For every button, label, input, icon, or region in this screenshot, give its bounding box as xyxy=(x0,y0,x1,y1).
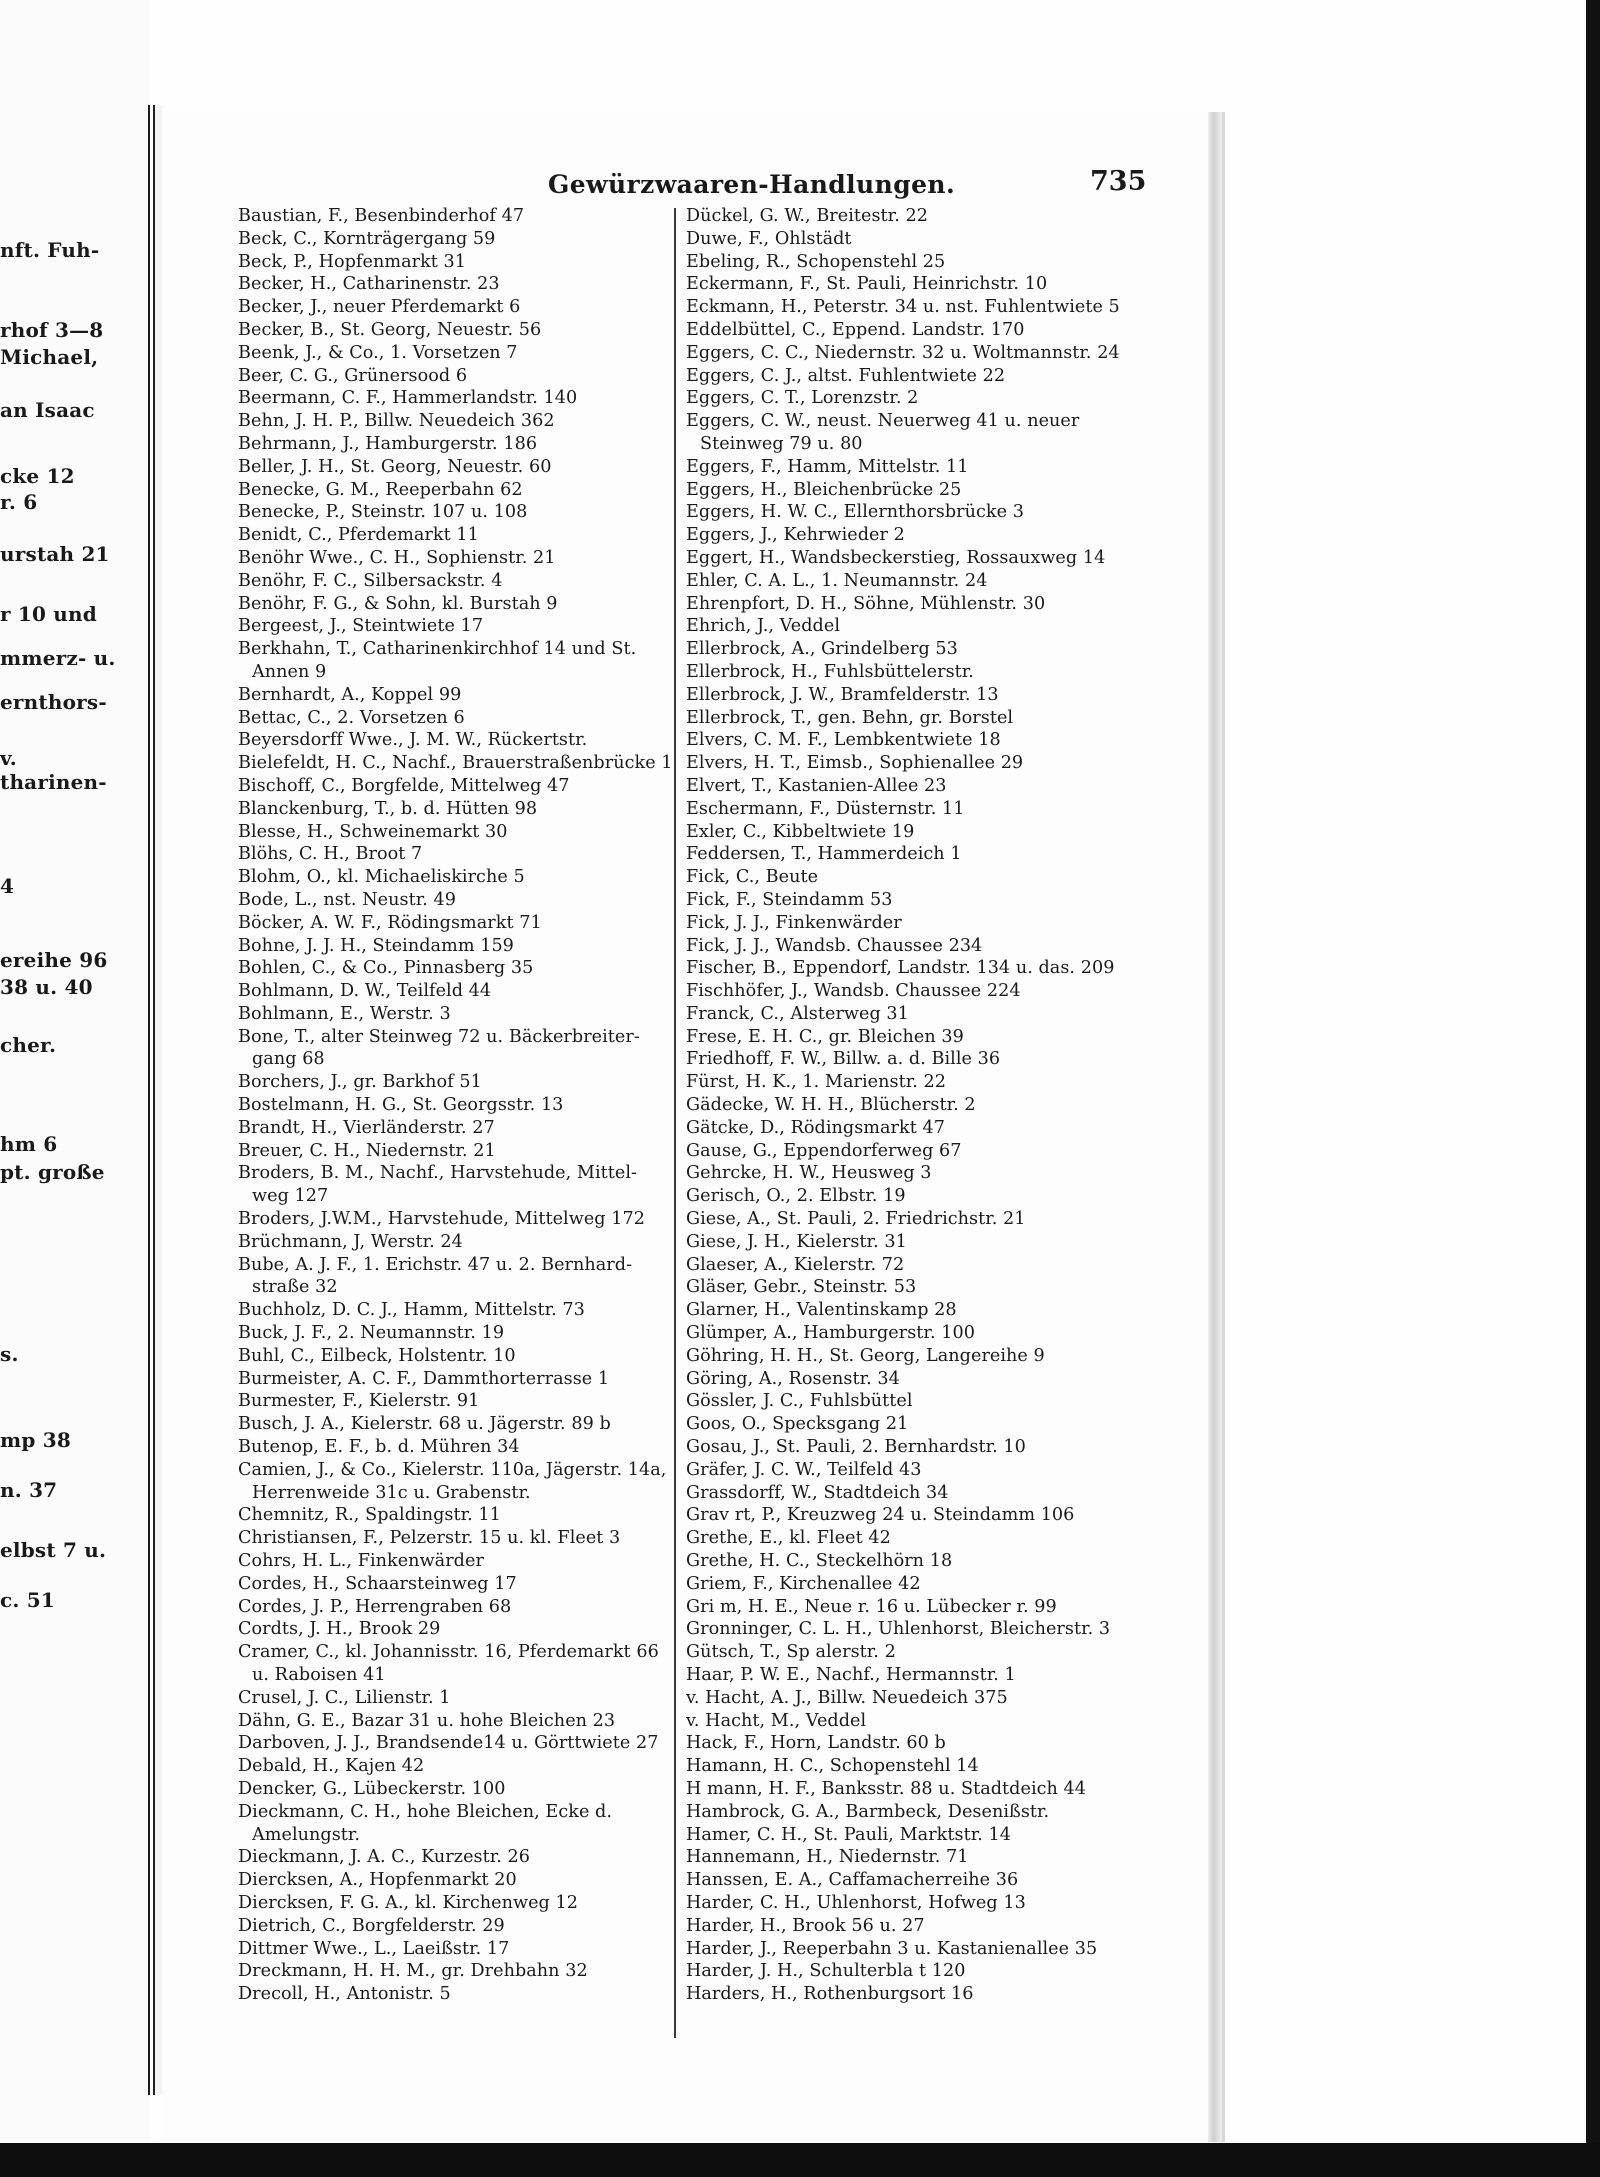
directory-entry: Göhring, H. H., St. Georg, Langereihe 9 xyxy=(686,1345,1045,1366)
directory-entry: Feddersen, T., Hammerdeich 1 xyxy=(686,844,962,865)
directory-entry: Benecke, G. M., Reeperbahn 62 xyxy=(238,479,523,500)
fragment-line: hm 6 xyxy=(0,1132,58,1156)
fragment-line: v. xyxy=(0,746,17,770)
page-edge xyxy=(1208,112,1222,2142)
directory-entry: Ellerbrock, A., Grindelberg 53 xyxy=(686,639,958,660)
directory-entry: Böcker, A. W. F., Rödingsmarkt 71 xyxy=(238,912,542,933)
directory-entry: Bettac, C., 2. Vorsetzen 6 xyxy=(238,707,465,728)
directory-entry: Hannemann, H., Niedernstr. 71 xyxy=(686,1847,969,1868)
directory-entry: Dreckmann, H. H. M., gr. Drehbahn 32 xyxy=(238,1961,588,1982)
directory-entry: Busch, J. A., Kielerstr. 68 u. Jägerstr. 89 b xyxy=(238,1414,611,1435)
directory-entry: Gerisch, O., 2. Elbstr. 19 xyxy=(686,1186,906,1207)
directory-entry: Gütsch, T., Sp alerstr. 2 xyxy=(686,1642,896,1663)
fragment-line: ernthors- xyxy=(0,690,107,714)
directory-entry: Franck, C., Alsterweg 31 xyxy=(686,1003,909,1024)
directory-entry: Becker, J., neuer Pferdemarkt 6 xyxy=(238,297,521,318)
fragment-line: pt. große xyxy=(0,1160,105,1184)
fragment-line: s. xyxy=(0,1342,19,1366)
directory-entry: Steinweg 79 u. 80 xyxy=(700,433,863,454)
directory-entry: Beller, J. H., St. Georg, Neuestr. 60 xyxy=(238,456,552,477)
fragment-line: an Isaac xyxy=(0,398,95,422)
directory-entry: Camien, J., & Co., Kielerstr. 110a, Jägerstr. 14a, xyxy=(238,1459,667,1480)
directory-entry: Christiansen, F., Pelzerstr. 15 u. kl. Fleet 3 xyxy=(238,1528,621,1549)
directory-entry: Goos, O., Specksgang 21 xyxy=(686,1414,909,1435)
fragment-line: rhof 3—8 xyxy=(0,318,104,342)
directory-entry: Eggers, C. T., Lorenzstr. 2 xyxy=(686,388,919,409)
directory-entry: Gronninger, C. L. H., Uhlenhorst, Bleicherstr. 3 xyxy=(686,1619,1111,1640)
directory-entry: Gädecke, W. H. H., Blücherstr. 2 xyxy=(686,1095,976,1116)
directory-entry: Burmeister, A. C. F., Dammthorterrasse 1 xyxy=(238,1368,610,1389)
directory-entry: Fick, J. J., Wandsb. Chaussee 234 xyxy=(686,935,983,956)
directory-entry: Darboven, J. J., Brandsende14 u. Görttwiete 27 xyxy=(238,1733,659,1754)
directory-entry: Crusel, J. C., Lilienstr. 1 xyxy=(238,1687,451,1708)
directory-entry: Cordes, J. P., Herrengraben 68 xyxy=(238,1596,512,1617)
directory-entry: Giese, J. H., Kielerstr. 31 xyxy=(686,1231,907,1252)
directory-entry: Bube, A. J. F., 1. Erichstr. 47 u. 2. Bernhard- xyxy=(238,1254,633,1275)
directory-entry: Broders, J.W.M., Harvstehude, Mittelweg 172 xyxy=(238,1209,645,1230)
right-column xyxy=(686,205,1166,2006)
directory-entry: Benöhr, F. C., Silbersackstr. 4 xyxy=(238,570,503,591)
directory-entry: Buck, J. F., 2. Neumannstr. 19 xyxy=(238,1323,505,1344)
directory-entry: Hamer, C. H., St. Pauli, Marktstr. 14 xyxy=(686,1824,1011,1845)
directory-entry: Beck, C., Kornträgergang 59 xyxy=(238,228,496,249)
fragment-line: elbst 7 u. xyxy=(0,1538,107,1562)
directory-entry: Harders, H., Rothenburgsort 16 xyxy=(686,1984,974,2005)
directory-entry: Benöhr Wwe., C. H., Sophienstr. 21 xyxy=(238,547,556,568)
directory-entry: Fischer, B., Eppendorf, Landstr. 134 u. das. 209 xyxy=(686,958,1115,979)
directory-entry: Beermann, C. F., Hammerlandstr. 140 xyxy=(238,388,578,409)
directory-entry: Griem, F., Kirchenallee 42 xyxy=(686,1573,921,1594)
directory-entry: Grassdorff, W., Stadtdeich 34 xyxy=(686,1482,949,1503)
fragment-line: c. 51 xyxy=(0,1588,55,1612)
directory-entry: Eggers, J., Kehrwieder 2 xyxy=(686,525,905,546)
directory-entry: Gräfer, J. C. W., Teilfeld 43 xyxy=(686,1459,922,1480)
directory-entry: Gosau, J., St. Pauli, 2. Bernhardstr. 10 xyxy=(686,1437,1026,1458)
directory-entry: Borchers, J., gr. Barkhof 51 xyxy=(238,1072,482,1093)
directory-entry: Friedhoff, F. W., Billw. a. d. Bille 36 xyxy=(686,1049,1001,1070)
directory-entry: Dähn, G. E., Bazar 31 u. hohe Bleichen 23 xyxy=(238,1710,616,1731)
fragment-line: mmerz- u. xyxy=(0,646,116,670)
book-gutter xyxy=(148,105,162,2095)
directory-entry: Glümper, A., Hamburgerstr. 100 xyxy=(686,1323,975,1344)
directory-entry: Eggers, H. W. C., Ellernthorsbrücke 3 xyxy=(686,502,1024,523)
fragment-line: 38 u. 40 xyxy=(0,975,93,999)
directory-entry: Glarner, H., Valentinskamp 28 xyxy=(686,1300,957,1321)
directory-entry: v. Hacht, A. J., Billw. Neuedeich 375 xyxy=(686,1687,1008,1708)
fragment-line: cher. xyxy=(0,1033,57,1057)
directory-entry: Beer, C. G., Grünersood 6 xyxy=(238,365,468,386)
directory-entry: straße 32 xyxy=(252,1277,338,1298)
directory-entry: Diercksen, F. G. A., kl. Kirchenweg 12 xyxy=(238,1892,578,1913)
directory-entry: Dückel, G. W., Breitestr. 22 xyxy=(686,206,928,226)
directory-entry: Eggers, C. W., neust. Neuerweg 41 u. neuer xyxy=(686,411,1080,432)
directory-entry: Grav rt, P., Kreuzweg 24 u. Steindamm 106 xyxy=(686,1505,1075,1526)
directory-entry: Fürst, H. K., 1. Marienstr. 22 xyxy=(686,1072,946,1093)
directory-entry: Baustian, F., Besenbinderhof 47 xyxy=(238,206,525,226)
directory-entry: Becker, B., St. Georg, Neuestr. 56 xyxy=(238,319,542,340)
directory-entry: Glaeser, A., Kielerstr. 72 xyxy=(686,1254,905,1275)
directory-entry: Ellerbrock, T., gen. Behn, gr. Borstel xyxy=(686,707,1014,728)
directory-entry: Harder, H., Brook 56 u. 27 xyxy=(686,1915,925,1936)
directory-entry: Bohlen, C., & Co., Pinnasberg 35 xyxy=(238,958,534,979)
directory-entry: Gause, G., Eppendorferweg 67 xyxy=(686,1140,962,1161)
directory-entry: Gri m, H. E., Neue r. 16 u. Lübecker r. 99 xyxy=(686,1596,1057,1617)
fragment-line: r. 6 xyxy=(0,490,38,514)
directory-entry: Bostelmann, H. G., St. Georgsstr. 13 xyxy=(238,1095,564,1116)
directory-entry: Dieckmann, C. H., hohe Bleichen, Ecke d. xyxy=(238,1801,613,1822)
directory-entry: Berkhahn, T., Catharinenkirchhof 14 und St. xyxy=(238,639,637,660)
directory-entry: Butenop, E. F., b. d. Mühren 34 xyxy=(238,1437,520,1458)
directory-entry: Drecoll, H., Antonistr. 5 xyxy=(238,1984,451,2005)
directory-entry: Blesse, H., Schweinemarkt 30 xyxy=(238,821,508,842)
directory-entry: Ellerbrock, J. W., Bramfelderstr. 13 xyxy=(686,684,999,705)
directory-entry: Amelungstr. xyxy=(252,1824,361,1845)
fragment-line: urstah 21 xyxy=(0,542,110,566)
directory-entry: H mann, H. F., Banksstr. 88 u. Stadtdeich 44 xyxy=(686,1778,1087,1799)
directory-entry: Herrenweide 31c u. Grabenstr. xyxy=(252,1482,531,1503)
directory-entry: Eggers, F., Hamm, Mittelstr. 11 xyxy=(686,456,969,477)
scan-border-bottom xyxy=(0,2143,1600,2177)
directory-entry: Benöhr, F. G., & Sohn, kl. Burstah 9 xyxy=(238,593,558,614)
directory-entry: Cramer, C., kl. Johannisstr. 16, Pferdemarkt 66 xyxy=(238,1642,659,1663)
directory-entry: Bergeest, J., Steintwiete 17 xyxy=(238,616,484,637)
directory-entry: Eggers, C. J., altst. Fuhlentwiete 22 xyxy=(686,365,1006,386)
directory-entry: Eckmann, H., Peterstr. 34 u. nst. Fuhlentwiete 5 xyxy=(686,297,1120,318)
fragment-line: nft. Fuh- xyxy=(0,238,100,262)
directory-page xyxy=(162,112,1222,2142)
directory-entry: Blöhs, C. H., Broot 7 xyxy=(238,844,423,865)
directory-entry: Bohlmann, E., Werstr. 3 xyxy=(238,1003,451,1024)
directory-entry: Duwe, F., Ohlstädt xyxy=(686,228,852,249)
directory-entry: Hanssen, E. A., Caffamacherreihe 36 xyxy=(686,1870,1019,1891)
directory-entry: Elvers, H. T., Eimsb., Sophienallee 29 xyxy=(686,753,1024,774)
directory-entry: Becker, H., Catharinenstr. 23 xyxy=(238,274,500,295)
directory-entry: Brandt, H., Vierländerstr. 27 xyxy=(238,1117,495,1138)
directory-entry: Brüchmann, J, Werstr. 24 xyxy=(238,1231,463,1252)
directory-entry: Hambrock, G. A., Barmbeck, Desenißstr. xyxy=(686,1801,1050,1822)
directory-entry: Beck, P., Hopfenmarkt 31 xyxy=(238,251,467,272)
directory-entry: Benecke, P., Steinstr. 107 u. 108 xyxy=(238,502,528,523)
directory-entry: Grethe, E., kl. Fleet 42 xyxy=(686,1528,891,1549)
directory-entry: Göring, A., Rosenstr. 34 xyxy=(686,1368,900,1389)
directory-entry: Behn, J. H. P., Billw. Neuedeich 362 xyxy=(238,411,555,432)
directory-entry: Bone, T., alter Steinweg 72 u. Bäckerbreiter- xyxy=(238,1026,640,1047)
directory-entry: gang 68 xyxy=(252,1049,325,1070)
directory-entry: Fick, C., Beute xyxy=(686,867,819,888)
directory-entry: Buhl, C., Eilbeck, Holstentr. 10 xyxy=(238,1345,516,1366)
directory-entry: Bischoff, C., Borgfelde, Mittelweg 47 xyxy=(238,775,570,796)
directory-entry: Burmester, F., Kielerstr. 91 xyxy=(238,1391,480,1412)
directory-entry: Beenk, J., & Co., 1. Vorsetzen 7 xyxy=(238,342,518,363)
directory-entry: Bernhardt, A., Koppel 99 xyxy=(238,684,462,705)
fragment-line: n. 37 xyxy=(0,1478,58,1502)
directory-entry: Dieckmann, J. A. C., Kurzestr. 26 xyxy=(238,1847,531,1868)
scan-border-right xyxy=(1586,0,1600,2177)
directory-entry: Elvers, C. M. F., Lembkentwiete 18 xyxy=(686,730,1001,751)
fragment-line: 4 xyxy=(0,874,15,898)
fragment-line: ereihe 96 xyxy=(0,948,108,972)
previous-page-fragment xyxy=(0,0,150,2143)
directory-entry: Harder, C. H., Uhlenhorst, Hofweg 13 xyxy=(686,1892,1026,1913)
directory-entry: Eggert, H., Wandsbeckerstieg, Rossauxweg 14 xyxy=(686,547,1106,568)
directory-entry: Behrmann, J., Hamburgerstr. 186 xyxy=(238,433,538,454)
directory-entry: Giese, A., St. Pauli, 2. Friedrichstr. 21 xyxy=(686,1209,1026,1230)
page-title: Gewürzwaaren-Handlungen. xyxy=(548,170,956,199)
directory-entry: Dencker, G., Lübeckerstr. 100 xyxy=(238,1778,506,1799)
directory-entry: Blohm, O., kl. Michaeliskirche 5 xyxy=(238,867,525,888)
directory-entry: Cordes, H., Schaarsteinweg 17 xyxy=(238,1573,517,1594)
directory-entry: Elvert, T., Kastanien-Allee 23 xyxy=(686,775,947,796)
directory-entry: Cohrs, H. L., Finkenwärder xyxy=(238,1551,484,1572)
directory-entry: Eggers, H., Bleichenbrücke 25 xyxy=(686,479,962,500)
directory-entry: Breuer, C. H., Niedernstr. 21 xyxy=(238,1140,496,1161)
directory-entry: Frese, E. H. C., gr. Bleichen 39 xyxy=(686,1026,964,1047)
directory-entry: Eschermann, F., Düsternstr. 11 xyxy=(686,798,965,819)
directory-entry: Hack, F., Horn, Landstr. 60 b xyxy=(686,1733,946,1754)
directory-entry: Hamann, H. C., Schopenstehl 14 xyxy=(686,1756,979,1777)
directory-entry: weg 127 xyxy=(252,1186,329,1207)
directory-entry: Dietrich, C., Borgfelderstr. 29 xyxy=(238,1915,505,1936)
fragment-line: r 10 und xyxy=(0,602,97,626)
directory-entry: Gätcke, D., Rödingsmarkt 47 xyxy=(686,1117,945,1138)
directory-entry: Annen 9 xyxy=(252,661,327,682)
directory-entry: Bielefeldt, H. C., Nachf., Brauerstraßenbrücke 1 xyxy=(238,753,673,774)
directory-entry: Gläser, Gebr., Steinstr. 53 xyxy=(686,1277,917,1298)
directory-entry: v. Hacht, M., Veddel xyxy=(686,1710,867,1731)
directory-entry: Chemnitz, R., Spaldingstr. 11 xyxy=(238,1505,501,1526)
directory-entry: Debald, H., Kajen 42 xyxy=(238,1756,425,1777)
directory-entry: Cordts, J. H., Brook 29 xyxy=(238,1619,441,1640)
directory-entry: Ehler, C. A. L., 1. Neumannstr. 24 xyxy=(686,570,988,591)
page-number: 735 xyxy=(1090,166,1147,197)
directory-entry: Bode, L., nst. Neustr. 49 xyxy=(238,889,456,910)
left-column xyxy=(238,205,688,2006)
directory-entry: Dittmer Wwe., L., Laeißstr. 17 xyxy=(238,1938,510,1959)
directory-entry: Broders, B. M., Nachf., Harvstehude, Mittel- xyxy=(238,1163,638,1184)
fragment-line: mp 38 xyxy=(0,1428,71,1452)
fragment-line: Michael, xyxy=(0,345,99,369)
directory-entry: Eddelbüttel, C., Eppend. Landstr. 170 xyxy=(686,319,1025,340)
page-header xyxy=(162,166,1202,202)
directory-entry: Fischhöfer, J., Wandsb. Chaussee 224 xyxy=(686,981,1021,1002)
directory-entry: Beyersdorff Wwe., J. M. W., Rückertstr. xyxy=(238,730,588,751)
directory-entry: Bohne, J. J. H., Steindamm 159 xyxy=(238,935,514,956)
directory-entry: u. Raboisen 41 xyxy=(252,1665,386,1685)
directory-entry: Benidt, C., Pferdemarkt 11 xyxy=(238,525,479,546)
directory-entry: Gehrcke, H. W., Heusweg 3 xyxy=(686,1163,932,1184)
directory-entry: Bohlmann, D. W., Teilfeld 44 xyxy=(238,981,492,1002)
directory-entry: Ebeling, R., Schopenstehl 25 xyxy=(686,251,946,272)
directory-entry: Harder, J., Reeperbahn 3 u. Kastanienallee 35 xyxy=(686,1938,1098,1959)
directory-entry: Gössler, J. C., Fuhlsbüttel xyxy=(686,1391,913,1412)
directory-entry: Grethe, H. C., Steckelhörn 18 xyxy=(686,1551,953,1572)
fragment-line: tharinen- xyxy=(0,770,107,794)
directory-entry: Buchholz, D. C. J., Hamm, Mittelstr. 73 xyxy=(238,1300,585,1321)
directory-entry: Fick, J. J., Finkenwärder xyxy=(686,912,902,933)
fragment-line: cke 12 xyxy=(0,464,75,488)
directory-entry: Blanckenburg, T., b. d. Hütten 98 xyxy=(238,798,538,819)
directory-entry: Harder, J. H., Schulterbla t 120 xyxy=(686,1961,966,1982)
directory-entry: Ellerbrock, H., Fuhlsbüttelerstr. xyxy=(686,661,974,682)
directory-entry: Haar, P. W. E., Nachf., Hermannstr. 1 xyxy=(686,1665,1016,1685)
directory-entry: Fick, F., Steindamm 53 xyxy=(686,889,893,910)
directory-entry: Eggers, C. C., Niedernstr. 32 u. Woltmannstr. 24 xyxy=(686,342,1120,363)
directory-entry: Ehrenpfort, D. H., Söhne, Mühlenstr. 30 xyxy=(686,593,1046,614)
directory-entry: Exler, C., Kibbeltwiete 19 xyxy=(686,821,915,842)
directory-entry: Eckermann, F., St. Pauli, Heinrichstr. 10 xyxy=(686,274,1048,295)
directory-entry: Diercksen, A., Hopfenmarkt 20 xyxy=(238,1870,517,1891)
directory-entry: Ehrich, J., Veddel xyxy=(686,616,841,637)
